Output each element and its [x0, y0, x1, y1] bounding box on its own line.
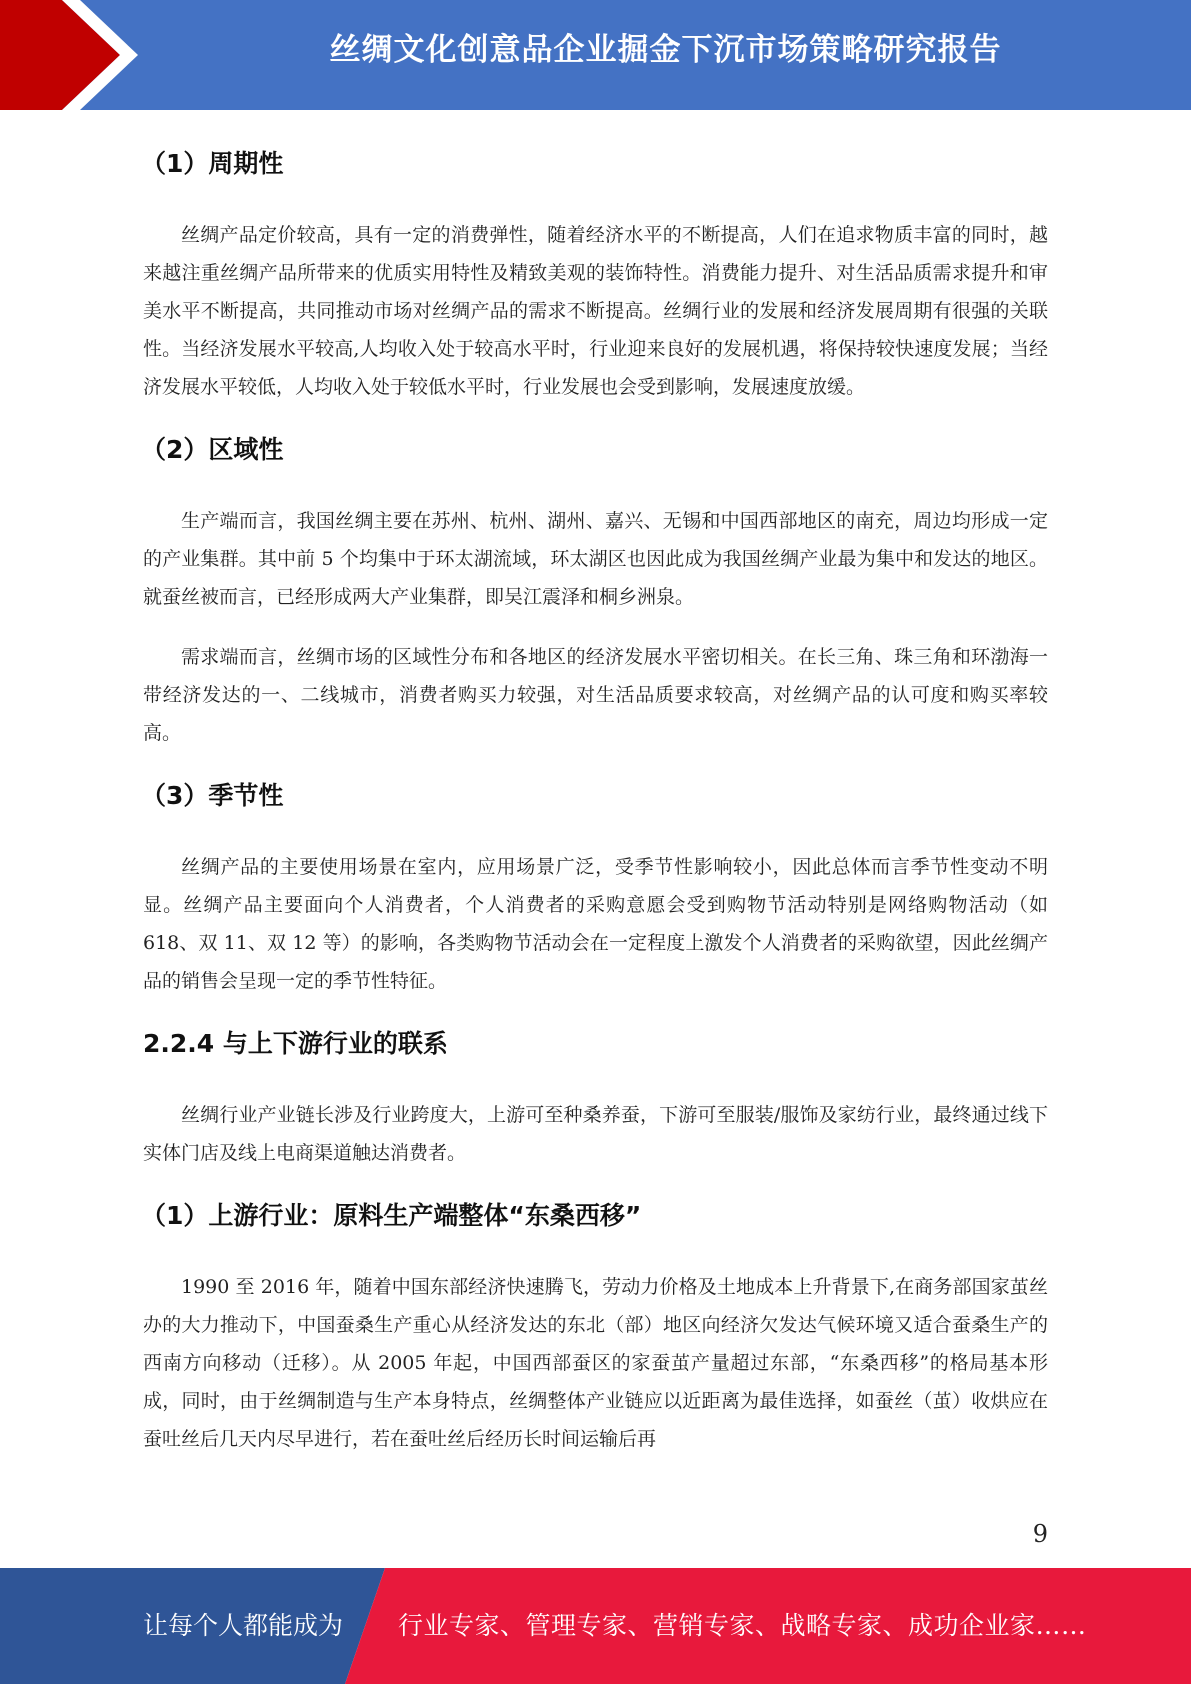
section-heading: （1）上游行业：原料生产端整体“东桑西移”	[141, 1201, 642, 1230]
body-paragraph: 丝绸产品的主要使用场景在室内，应用场景广泛，受季节性影响较小，因此总体而言季节性变动不明显。丝绸产品主要面向个人消费者，个人消费者的采购意愿会受到购物节活动特别是网络购物活动（如 618、双 11、双 12 等）的影响，各类购物节活动会在一定程度上激发个人消费者的采购欲望，因此丝绸产品的销售会呈现一定的季节性特征。	[143, 856, 1048, 992]
body-paragraph: 丝绸产品定价较高，具有一定的消费弹性，随着经济水平的不断提高，人们在追求物质丰富的同时，越来越注重丝绸产品所带来的优质实用特性及精致美观的装饰特性。消费能力提升、对生活品质需求提升和审美水平不断提高，共同推动市场对丝绸产品的需求不断提高。丝绸行业的发展和经济发展周期有很强的关联性。当经济发展水平较高,人均收入处于较高水平时，行业迎来良好的发展机遇，将保持较快速度发展；当经济发展水平较低，人均收入处于较低水平时，行业发展也会受到影响，发展速度放缓。	[143, 224, 1048, 398]
body-paragraph: 需求端而言，丝绸市场的区域性分布和各地区的经济发展水平密切相关。在长三角、珠三角和环渤海一带经济发达的一、二线城市，消费者购买力较强，对生活品质要求较高，对丝绸产品的认可度和购买率较高。	[143, 646, 1048, 744]
report-title: 丝绸文化创意品企业掘金下沉市场策略研究报告	[329, 32, 1002, 68]
footer-band	[0, 1568, 1191, 1684]
body-paragraph: 生产端而言，我国丝绸主要在苏州、杭州、湖州、嘉兴、无锡和中国西部地区的南充，周边均形成一定的产业集群。其中前 5 个均集中于环太湖流域，环太湖区也因此成为我国丝绸产业最为集中和发达的地区。就蚕丝被而言，已经形成两大产业集群，即吴江震泽和桐乡洲泉。	[143, 510, 1048, 608]
body-paragraph: 1990 至 2016 年，随着中国东部经济快速腾飞，劳动力价格及土地成本上升背景下,在商务部国家茧丝办的大力推动下，中国蚕桑生产重心从经济发达的东北（部）地区向经济欠发达气候环境又适合蚕桑生产的西南方向移动（迁移）。从 2005 年起，中国西部蚕区的家蚕茧产量超过东部，“东桑西移”的格局基本形成，同时，由于丝绸制造与生产本身特点，丝绸整体产业链应以近距离为最佳选择，如蚕丝（茧）收烘应在蚕吐丝后几天内尽早进行，若在蚕吐丝后经历长时间运输后再	[143, 1276, 1048, 1450]
footer-slogan-right: 行业专家、管理专家、营销专家、战略专家、成功企业家……	[398, 1611, 1087, 1640]
footer-slogan-left: 让每个人都能成为	[143, 1611, 344, 1640]
document-body	[143, 120, 1048, 1458]
body-paragraph: 丝绸行业产业链长涉及行业跨度大，上游可至种桑养蚕，下游可至服装/服饰及家纺行业，最终通过线下实体门店及线上电商渠道触达消费者。	[143, 1104, 1048, 1164]
header-arrow-icon	[0, 0, 200, 110]
page-number: 9	[1032, 1520, 1048, 1548]
section-heading: （1）周期性	[141, 149, 284, 178]
subsection-heading: 2.2.4 与上下游行业的联系	[143, 1029, 448, 1058]
header-band	[0, 0, 1191, 110]
section-heading: （2）区域性	[141, 435, 284, 464]
section-heading: （3）季节性	[141, 781, 284, 810]
